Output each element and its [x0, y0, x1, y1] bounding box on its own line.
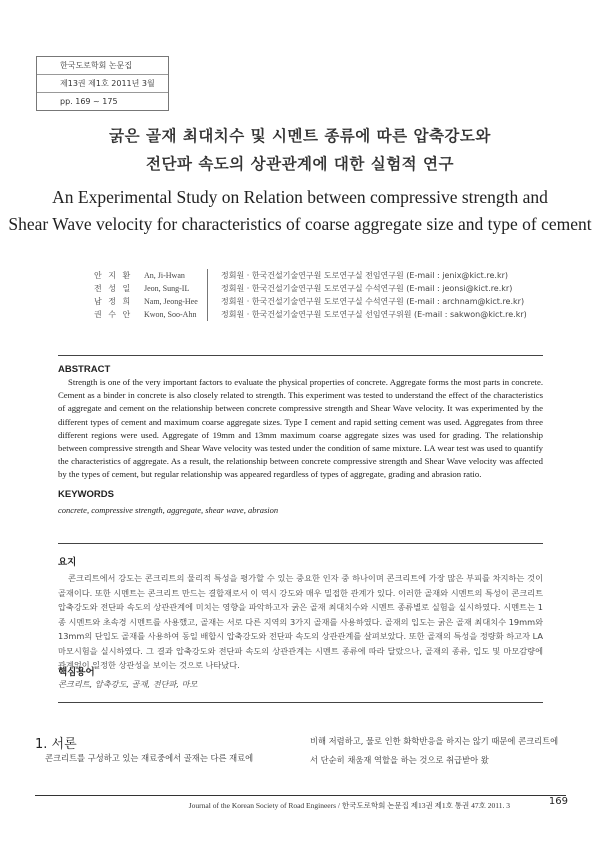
- author-divider: [207, 295, 208, 308]
- page-number: 169: [548, 796, 568, 807]
- body-top-rule: [58, 702, 543, 703]
- journal-name: 한국도로학회 논문집: [37, 57, 168, 75]
- issue-info: 제13권 제1호 2011년 3월: [37, 75, 168, 93]
- author-affiliation: 정회원 · 한국건설기술연구원 도로연구실 선임연구위원 (E-mail : sakwon@kict.re.kr): [221, 310, 527, 319]
- yoji-top-rule: [58, 543, 543, 544]
- journal-info-box: [36, 56, 169, 111]
- author-name-ko: 전 성 일: [94, 284, 133, 293]
- author-divider: [207, 282, 208, 295]
- author-affiliation: 정회원 · 한국건설기술연구원 도로연구실 전임연구원 (E-mail : jenix@kict.re.kr): [221, 271, 508, 280]
- keywords-heading: KEYWORDS: [58, 489, 114, 500]
- author-name-ko: 권 수 안: [94, 310, 133, 319]
- author-name-ko: 남 정 희: [94, 297, 133, 306]
- author-name-en: Jeon, Sung-IL: [144, 284, 190, 293]
- footer-rule: [35, 795, 566, 796]
- korean-keywords-text: 콘크리트, 압축강도, 골재, 전단파, 마모: [58, 679, 198, 689]
- yoji-heading: 요지: [58, 557, 77, 568]
- author-name-en: Kwon, Soo-Ahn: [144, 310, 197, 319]
- author-name-en: Nam, Jeong-Hee: [144, 297, 198, 306]
- footer-citation: Journal of the Korean Society of Road Engineers / 한국도로학회 논문집 제13권 제1호 통권 47호 2011. 3: [188, 801, 510, 810]
- author-affiliation: 정회원 · 한국건설기술연구원 도로연구실 수석연구원 (E-mail : jeonsi@kict.re.kr): [221, 284, 513, 293]
- keywords-text: concrete, compressive strength, aggregate, shear wave, abrasion: [58, 505, 279, 515]
- yoji-text: 콘크리트에서 강도는 콘크리트의 물리적 특성을 평가할 수 있는 중요한 인자 중 하나이며 콘크리트에 가장 많은 부피를 차지하는 것이 골재이다. 또한 시멘트는 콘크리트 만드는 결합재로서 이 역시 강도와 매우 밀접한 관계가 있다. 이러한 골재와 시멘트의 특성이 콘크리트 압축강도와 전단파 속도의 상관관계에 미치는 영향을 파악하고자 굵은 골재 최대치수와 시멘트 종류별로 실험을 실시하였다. 시멘트는 1종 시멘트와 초속경 시멘트를 사용했고, 골재는 서로 다른 지역의 3가지 골재를 사용하였다. 골재의 입도는 굵은 골재 최대치수 19mm와 13mm의 단입도 골재를 사용하여 동일 배합시 압축강도와 전단파 속도의 상관관계를 살펴보았다. 또한 골재의 특성을 정량화 하고자 LA마모시험을 실시하였다. 그 결과 압축강도와 전단파 속도의 상관관계는 시멘트 종류에 따라 달랐으나, 골재의 종류, 입도 및 마모감량에 관계없이 일정한 상관성을 보이는 것으로 나타났다.: [58, 573, 543, 670]
- english-title-line2: Shear Wave velocity for characteristics of coarse aggregate size and type of cement: [8, 214, 592, 234]
- korean-title-line2: 전단파 속도의 상관관계에 대한 실험적 연구: [146, 155, 454, 173]
- abstract-heading: ABSTRACT: [58, 364, 111, 375]
- page-range: pp. 169 ~ 175: [60, 97, 118, 106]
- korean-keywords-heading: 핵심용어: [58, 667, 95, 678]
- abstract-text: Strength is one of the very important factors to evaluate the physical properties of concrete. Aggregate forms the most parts in concrete. Cement as a binder in concrete is also closely related to strength. This experiment was tested to understand the effect of the characteristics of aggregate and cement on the relationship between concrete compressive strength and Shear Wave velocity. It was experimented by the different types of cement and maximum coarse aggregate sizes. Type Ⅰ cement and rapid setting cement was used. Aggregates from three different regions were used. Aggregate of 19mm and 13mm maximum coarse aggregate sizes was used for grading. The relationship between compressive strength and Shear Wave velocity was tested under the condition of same mixture. LA wear test was used to quantify the characteristics of aggregate. As a result, the relationship between concrete compressive strength and Shear Wave velocity was affected by the types of cement, but regular relationship was appeared regardless of types of aggregate, grading and abrasion ratio.: [58, 377, 543, 480]
- english-title-line1: An Experimental Study on Relation between compressive strength and: [52, 187, 548, 207]
- section-title: 1. 서론: [35, 737, 77, 752]
- body-column-right: 비해 저렴하고, 물로 인한 화학반응을 하지는 않기 때문에 콘크리트에서 단순히 채움재 역할을 하는 것으로 취급받아 왔: [310, 736, 559, 765]
- abstract-top-rule: [58, 355, 543, 356]
- author-name-en: An, Ji-Hwan: [144, 271, 185, 280]
- korean-title-line1: 굵은 골재 최대치수 및 시멘트 종류에 따른 압축강도와: [109, 127, 491, 145]
- author-divider: [207, 308, 208, 321]
- author-name-ko: 안 지 환: [94, 271, 133, 280]
- author-divider: [207, 269, 208, 282]
- body-column-left: 콘크리트를 구성하고 있는 재료중에서 골재는 다른 재료에: [45, 753, 254, 763]
- author-affiliation: 정회원 · 한국건설기술연구원 도로연구실 수석연구원 (E-mail : archnam@kict.re.kr): [221, 297, 525, 306]
